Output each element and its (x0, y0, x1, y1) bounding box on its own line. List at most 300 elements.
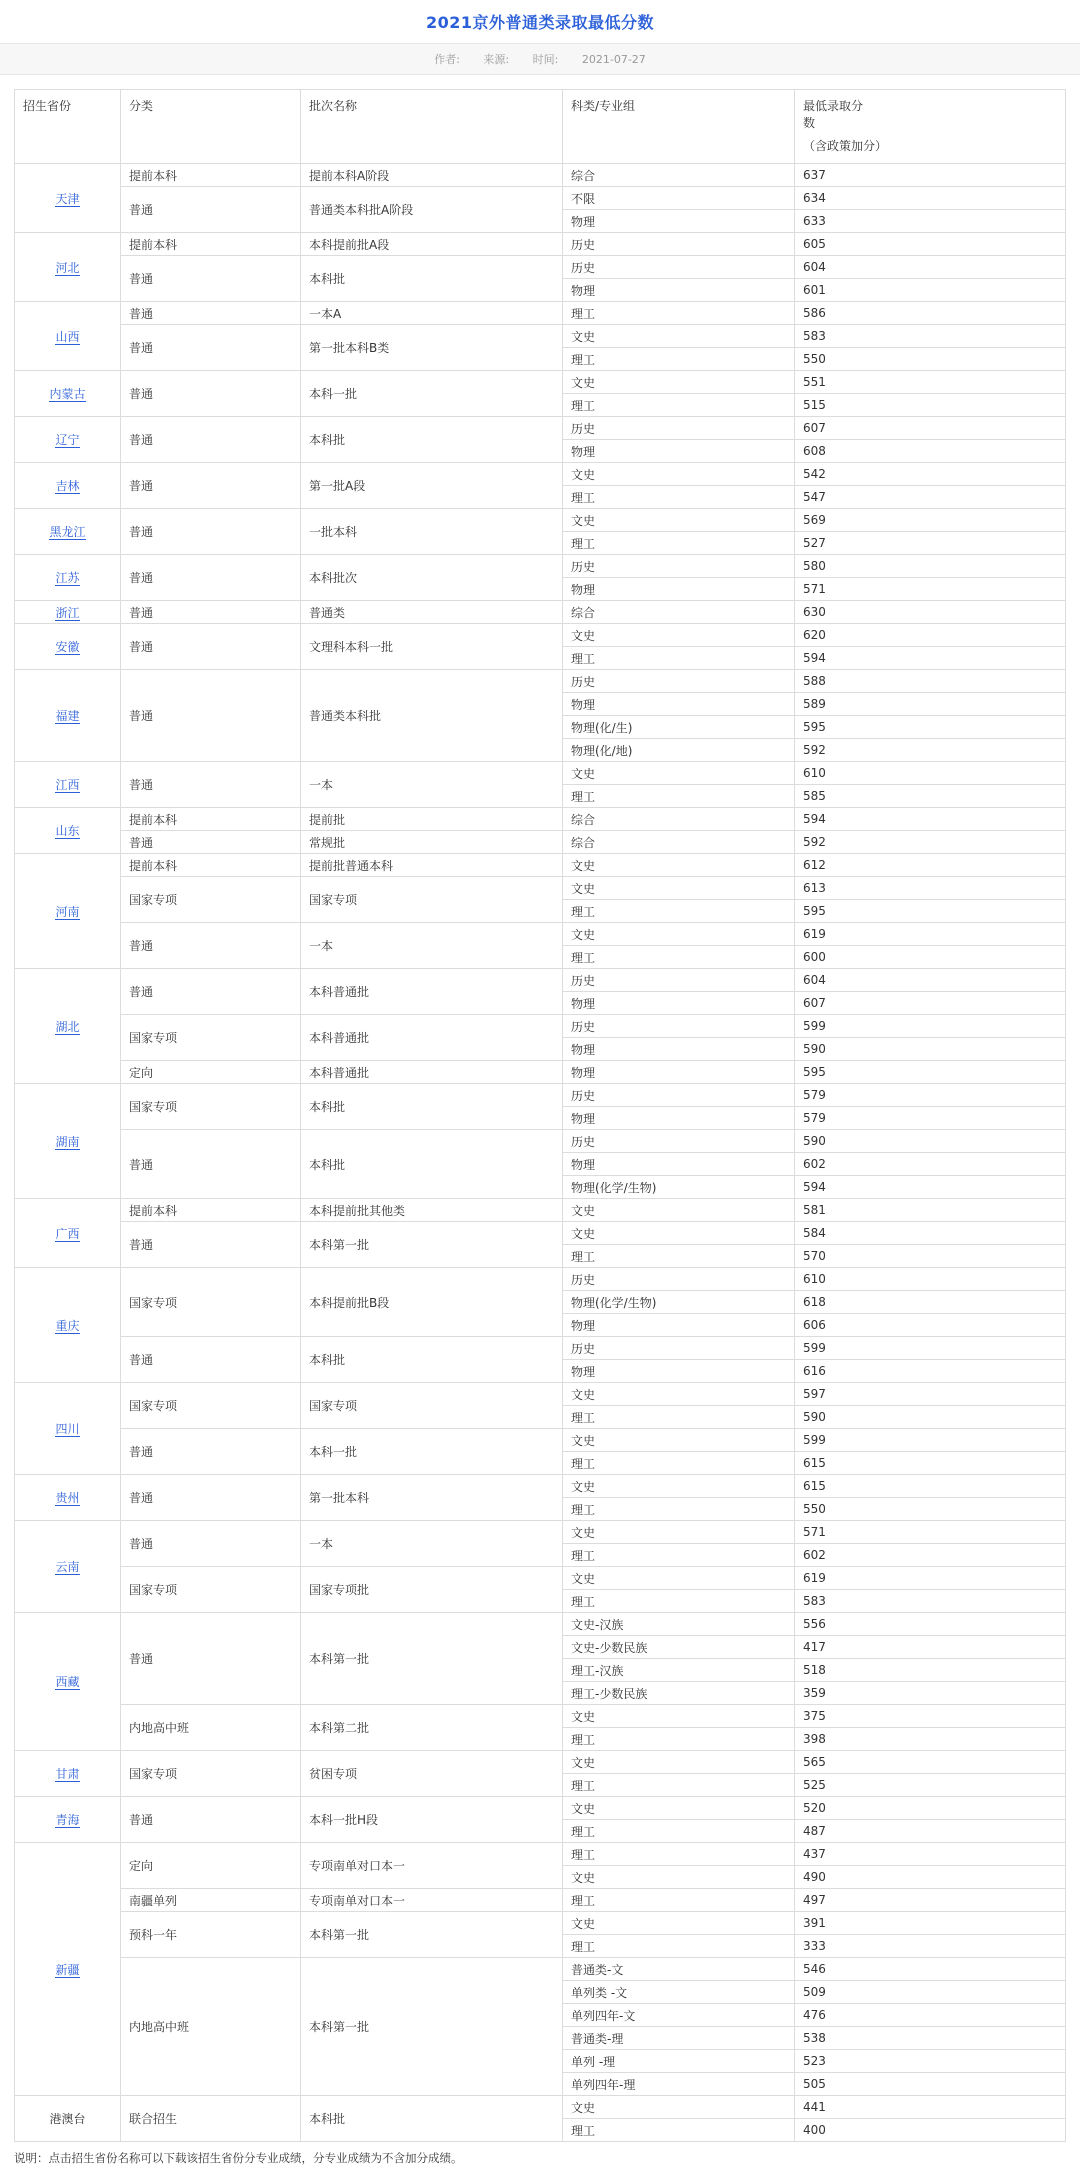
category-cell: 国家专项 (121, 1751, 301, 1797)
province-cell[interactable] (15, 555, 121, 601)
category-cell: 国家专项 (121, 1015, 301, 1061)
batch-cell: 本科普通批 (301, 969, 563, 1015)
source-label: 来源: (483, 53, 510, 66)
score-cell: 595 (795, 716, 1066, 739)
score-cell: 579 (795, 1107, 1066, 1130)
table-row (15, 1429, 1066, 1452)
table-row (15, 371, 1066, 394)
table-row (15, 1751, 1066, 1774)
batch-cell: 第一批本科 (301, 1475, 563, 1521)
batch-cell: 一本 (301, 923, 563, 969)
subject-cell: 物理 (563, 992, 795, 1015)
table-row (15, 1843, 1066, 1866)
header-province: 招生省份 (15, 90, 121, 164)
province-download-link[interactable]: 广西 (55, 1226, 80, 1241)
subject-cell: 理工 (563, 900, 795, 923)
category-cell: 普通 (121, 670, 301, 762)
score-table-wrap (0, 75, 1080, 2142)
province-download-link[interactable]: 江苏 (55, 571, 80, 585)
subject-cell: 理工 (563, 1544, 795, 1567)
province-cell[interactable] (15, 371, 121, 417)
province-download-link[interactable]: 贵州 (55, 1491, 80, 1505)
province-download-link[interactable]: 新疆 (55, 1962, 80, 1977)
time-value: 2021-07-27 (581, 53, 646, 66)
batch-cell: 一本 (301, 1521, 563, 1567)
table-head (15, 90, 1066, 164)
subject-cell: 文史 (563, 1797, 795, 1820)
score-cell: 619 (795, 923, 1066, 946)
score-cell: 599 (795, 1015, 1066, 1038)
subject-cell: 历史 (563, 256, 795, 279)
province-cell[interactable] (15, 808, 121, 854)
province-cell[interactable] (15, 1383, 121, 1475)
score-cell: 616 (795, 1360, 1066, 1383)
batch-cell: 本科批 (301, 417, 563, 463)
batch-cell: 一本A (301, 302, 563, 325)
subject-cell: 理工 (563, 486, 795, 509)
province-cell[interactable] (15, 624, 121, 670)
subject-cell: 单列四年-理 (563, 2073, 795, 2096)
score-cell: 589 (795, 693, 1066, 716)
table-row (15, 1705, 1066, 1728)
header-min-score-line2: 数 (803, 116, 816, 130)
batch-cell: 本科第一批 (301, 1912, 563, 1958)
province-download-link[interactable]: 湖南 (55, 1134, 80, 1149)
score-cell: 333 (795, 1935, 1066, 1958)
province-cell[interactable] (15, 1751, 121, 1797)
province-cell[interactable] (15, 302, 121, 371)
subject-cell: 理工 (563, 1843, 795, 1866)
subject-cell: 理工 (563, 348, 795, 371)
score-cell: 592 (795, 739, 1066, 762)
province-cell[interactable] (15, 1475, 121, 1521)
subject-cell: 文史 (563, 2096, 795, 2119)
score-cell: 565 (795, 1751, 1066, 1774)
subject-cell: 文史 (563, 1222, 795, 1245)
category-cell: 普通 (121, 509, 301, 555)
subject-cell: 理工 (563, 532, 795, 555)
table-row (15, 417, 1066, 440)
table-row (15, 1912, 1066, 1935)
score-cell: 586 (795, 302, 1066, 325)
category-cell: 普通 (121, 371, 301, 417)
category-cell: 普通 (121, 256, 301, 302)
category-cell: 提前本科 (121, 164, 301, 187)
score-cell: 525 (795, 1774, 1066, 1797)
category-cell: 普通 (121, 762, 301, 808)
province-download-link[interactable]: 山西 (55, 329, 80, 344)
batch-cell: 本科批 (301, 256, 563, 302)
score-cell: 523 (795, 2050, 1066, 2073)
province-cell[interactable] (15, 417, 121, 463)
score-cell: 585 (795, 785, 1066, 808)
score-cell: 601 (795, 279, 1066, 302)
score-cell: 583 (795, 1590, 1066, 1613)
score-cell: 588 (795, 670, 1066, 693)
score-cell: 599 (795, 1337, 1066, 1360)
category-cell: 普通 (121, 1797, 301, 1843)
table-row (15, 325, 1066, 348)
table-row (15, 256, 1066, 279)
province-cell[interactable] (15, 1797, 121, 1843)
province-download-link[interactable]: 天津 (55, 191, 80, 206)
table-row (15, 1268, 1066, 1291)
subject-cell: 文史 (563, 1705, 795, 1728)
score-cell: 595 (795, 1061, 1066, 1084)
subject-cell: 物理 (563, 1360, 795, 1383)
subject-cell: 理工 (563, 1406, 795, 1429)
province-cell[interactable] (15, 762, 121, 808)
category-cell: 普通 (121, 302, 301, 325)
batch-cell: 本科批 (301, 1337, 563, 1383)
subject-cell: 理工 (563, 785, 795, 808)
batch-cell: 常规批 (301, 831, 563, 854)
score-cell: 619 (795, 1567, 1066, 1590)
category-cell: 普通 (121, 831, 301, 854)
subject-cell: 理工-少数民族 (563, 1682, 795, 1705)
category-cell: 南疆单列 (121, 1889, 301, 1912)
score-cell: 597 (795, 1383, 1066, 1406)
score-cell: 520 (795, 1797, 1066, 1820)
time-label: 时间: (532, 53, 559, 66)
score-cell: 579 (795, 1084, 1066, 1107)
batch-cell: 提前本科A阶段 (301, 164, 563, 187)
table-row (15, 2096, 1066, 2119)
score-cell: 441 (795, 2096, 1066, 2119)
subject-cell: 文史 (563, 1866, 795, 1889)
category-cell: 国家专项 (121, 1268, 301, 1337)
subject-cell: 文史 (563, 325, 795, 348)
subject-cell: 理工 (563, 1245, 795, 1268)
province-download-link[interactable]: 福建 (55, 709, 80, 723)
province-cell[interactable] (15, 1084, 121, 1199)
subject-cell: 理工 (563, 1452, 795, 1475)
province-download-link[interactable]: 浙江 (55, 605, 80, 620)
subject-cell: 文史-少数民族 (563, 1636, 795, 1659)
score-cell: 400 (795, 2119, 1066, 2142)
score-cell: 595 (795, 900, 1066, 923)
score-cell: 620 (795, 624, 1066, 647)
subject-cell: 文史 (563, 463, 795, 486)
batch-cell: 本科批次 (301, 555, 563, 601)
header-min-score (795, 90, 1066, 164)
batch-cell: 本科第二批 (301, 1705, 563, 1751)
score-cell: 594 (795, 1176, 1066, 1199)
province-download-link[interactable]: 云南 (55, 1560, 80, 1574)
page-title: 2021京外普通类录取最低分数 (425, 13, 655, 32)
province-cell[interactable] (15, 1843, 121, 2096)
score-cell: 490 (795, 1866, 1066, 1889)
header-category: 分类 (121, 90, 301, 164)
subject-cell: 理工-汉族 (563, 1659, 795, 1682)
table-row (15, 854, 1066, 877)
subject-cell: 单列 -理 (563, 2050, 795, 2073)
table-row (15, 831, 1066, 854)
category-cell: 提前本科 (121, 808, 301, 831)
subject-cell: 理工 (563, 946, 795, 969)
score-cell: 607 (795, 992, 1066, 1015)
batch-cell: 国家专项 (301, 877, 563, 923)
province-download-link[interactable]: 黑龙江 (49, 525, 86, 539)
subject-cell: 历史 (563, 233, 795, 256)
batch-cell: 第一批本科B类 (301, 325, 563, 371)
category-cell: 普通 (121, 1475, 301, 1521)
score-cell: 550 (795, 348, 1066, 371)
province-cell[interactable] (15, 854, 121, 969)
category-cell: 普通 (121, 1613, 301, 1705)
score-cell: 618 (795, 1291, 1066, 1314)
subject-cell: 综合 (563, 831, 795, 854)
subject-cell: 物理 (563, 578, 795, 601)
province-download-link[interactable]: 四川 (55, 1422, 80, 1436)
score-cell: 518 (795, 1659, 1066, 1682)
score-cell: 584 (795, 1222, 1066, 1245)
subject-cell: 物理(化学/生物) (563, 1176, 795, 1199)
category-cell: 普通 (121, 1521, 301, 1567)
header-subject: 科类/专业组 (563, 90, 795, 164)
score-cell: 605 (795, 233, 1066, 256)
province-download-link[interactable]: 江西 (55, 778, 80, 792)
table-row (15, 1475, 1066, 1498)
table-row (15, 670, 1066, 693)
subject-cell: 文史 (563, 1475, 795, 1498)
province-download-link[interactable]: 内蒙古 (49, 387, 86, 401)
subject-cell: 综合 (563, 601, 795, 624)
province-download-link[interactable]: 吉林 (55, 479, 80, 493)
subject-cell: 理工 (563, 1774, 795, 1797)
category-cell: 普通 (121, 1130, 301, 1199)
subject-cell: 综合 (563, 808, 795, 831)
subject-cell: 历史 (563, 670, 795, 693)
table-body (15, 164, 1066, 2142)
subject-cell: 单列四年-文 (563, 2004, 795, 2027)
province-cell[interactable] (15, 1268, 121, 1383)
score-cell: 615 (795, 1475, 1066, 1498)
subject-cell: 历史 (563, 555, 795, 578)
subject-cell: 历史 (563, 1268, 795, 1291)
table-row (15, 1797, 1066, 1820)
province-download-link[interactable]: 青海 (55, 1813, 80, 1827)
category-cell: 国家专项 (121, 1383, 301, 1429)
category-cell: 普通 (121, 601, 301, 624)
table-row (15, 187, 1066, 210)
score-cell: 570 (795, 1245, 1066, 1268)
subject-cell: 物理 (563, 440, 795, 463)
batch-cell: 本科普通批 (301, 1015, 563, 1061)
province-download-link[interactable]: 重庆 (55, 1318, 80, 1333)
category-cell: 国家专项 (121, 1567, 301, 1613)
batch-cell: 提前批普通本科 (301, 854, 563, 877)
score-cell: 417 (795, 1636, 1066, 1659)
batch-cell: 国家专项批 (301, 1567, 563, 1613)
subject-cell: 历史 (563, 1130, 795, 1153)
table-row (15, 1222, 1066, 1245)
subject-cell: 理工 (563, 302, 795, 325)
category-cell: 普通 (121, 325, 301, 371)
subject-cell: 文史 (563, 1383, 795, 1406)
category-cell: 普通 (121, 1337, 301, 1383)
score-cell: 505 (795, 2073, 1066, 2096)
subject-cell: 文史 (563, 877, 795, 900)
table-row (15, 877, 1066, 900)
footer-note: 说明：点击招生省份名称可以下载该招生省份分专业成绩，分专业成绩为不含加分成绩。 (14, 2151, 463, 2165)
score-cell: 583 (795, 325, 1066, 348)
subject-cell: 理工 (563, 1498, 795, 1521)
score-cell: 391 (795, 1912, 1066, 1935)
table-row (15, 808, 1066, 831)
score-cell: 476 (795, 2004, 1066, 2027)
score-cell: 607 (795, 417, 1066, 440)
province-cell[interactable] (15, 463, 121, 509)
batch-cell: 本科第一批 (301, 1222, 563, 1268)
score-cell: 590 (795, 1406, 1066, 1429)
province-download-link[interactable]: 辽宁 (55, 433, 80, 447)
province-download-link[interactable]: 河北 (55, 260, 80, 275)
table-row (15, 1130, 1066, 1153)
header-min-score-line1: 最低录取分 (803, 99, 864, 113)
subject-cell: 物理(化/地) (563, 739, 795, 762)
subject-cell: 理工 (563, 1889, 795, 1912)
province-cell[interactable] (15, 1199, 121, 1268)
batch-cell: 提前批 (301, 808, 563, 831)
article-meta (0, 43, 1080, 75)
province-download-link[interactable]: 安徽 (55, 640, 80, 654)
score-cell: 604 (795, 256, 1066, 279)
table-row (15, 923, 1066, 946)
score-cell: 556 (795, 1613, 1066, 1636)
table-row (15, 1889, 1066, 1912)
province-download-link[interactable]: 河南 (55, 904, 80, 919)
province-cell[interactable] (15, 164, 121, 233)
table-row (15, 1567, 1066, 1590)
category-cell: 国家专项 (121, 877, 301, 923)
score-cell: 359 (795, 1682, 1066, 1705)
province-cell[interactable] (15, 233, 121, 302)
score-cell: 546 (795, 1958, 1066, 1981)
batch-cell: 本科一批 (301, 371, 563, 417)
subject-cell: 文史 (563, 762, 795, 785)
score-cell: 615 (795, 1452, 1066, 1475)
score-cell: 590 (795, 1038, 1066, 1061)
batch-cell: 本科批 (301, 2096, 563, 2142)
subject-cell: 物理 (563, 1314, 795, 1337)
score-cell: 602 (795, 1544, 1066, 1567)
score-cell: 571 (795, 578, 1066, 601)
score-cell: 599 (795, 1429, 1066, 1452)
score-cell: 437 (795, 1843, 1066, 1866)
category-cell: 普通 (121, 969, 301, 1015)
table-row (15, 1084, 1066, 1107)
province-cell[interactable] (15, 670, 121, 762)
table-row (15, 601, 1066, 624)
table-row (15, 1958, 1066, 1981)
batch-cell: 国家专项 (301, 1383, 563, 1429)
province-download-link[interactable]: 甘肃 (55, 1767, 80, 1781)
score-cell: 634 (795, 187, 1066, 210)
province-download-link[interactable]: 山东 (55, 824, 80, 838)
subject-cell: 文史 (563, 923, 795, 946)
subject-cell: 文史 (563, 1567, 795, 1590)
score-cell: 497 (795, 1889, 1066, 1912)
table-row (15, 762, 1066, 785)
subject-cell: 历史 (563, 1015, 795, 1038)
score-cell: 592 (795, 831, 1066, 854)
category-cell: 普通 (121, 624, 301, 670)
category-cell: 提前本科 (121, 854, 301, 877)
score-cell: 612 (795, 854, 1066, 877)
province-cell[interactable] (15, 1521, 121, 1613)
category-cell: 普通 (121, 1429, 301, 1475)
province-cell[interactable] (15, 969, 121, 1084)
province-cell[interactable] (15, 601, 121, 624)
score-cell: 509 (795, 1981, 1066, 2004)
score-cell: 610 (795, 762, 1066, 785)
subject-cell: 理工 (563, 1728, 795, 1751)
batch-cell: 本科第一批 (301, 1613, 563, 1705)
subject-cell: 理工 (563, 1820, 795, 1843)
subject-cell: 文史 (563, 1429, 795, 1452)
table-row (15, 1383, 1066, 1406)
header-batch: 批次名称 (301, 90, 563, 164)
category-cell: 内地高中班 (121, 1705, 301, 1751)
category-cell: 提前本科 (121, 1199, 301, 1222)
batch-cell: 普通类 (301, 601, 563, 624)
category-cell: 国家专项 (121, 1084, 301, 1130)
category-cell: 普通 (121, 923, 301, 969)
table-row (15, 233, 1066, 256)
table-row (15, 1521, 1066, 1544)
subject-cell: 物理 (563, 1153, 795, 1176)
subject-cell: 物理 (563, 210, 795, 233)
subject-cell: 普通类-理 (563, 2027, 795, 2050)
category-cell: 内地高中班 (121, 1958, 301, 2096)
batch-cell: 本科一批H段 (301, 1797, 563, 1843)
batch-cell: 本科一批 (301, 1429, 563, 1475)
subject-cell: 物理 (563, 693, 795, 716)
province-cell[interactable] (15, 509, 121, 555)
batch-cell: 本科提前批B段 (301, 1268, 563, 1337)
score-cell: 550 (795, 1498, 1066, 1521)
batch-cell: 专项南单对口本一 (301, 1843, 563, 1889)
score-cell: 375 (795, 1705, 1066, 1728)
score-table (14, 89, 1066, 2142)
table-row (15, 164, 1066, 187)
province-download-link[interactable]: 湖北 (55, 1019, 80, 1034)
province-cell[interactable] (15, 1613, 121, 1751)
score-cell: 580 (795, 555, 1066, 578)
subject-cell: 历史 (563, 417, 795, 440)
batch-cell: 本科第一批 (301, 1958, 563, 2096)
batch-cell: 贫困专项 (301, 1751, 563, 1797)
score-cell: 569 (795, 509, 1066, 532)
batch-cell: 本科提前批A段 (301, 233, 563, 256)
subject-cell: 文史 (563, 1751, 795, 1774)
category-cell: 定向 (121, 1843, 301, 1889)
province-download-link[interactable]: 西藏 (55, 1675, 80, 1689)
subject-cell: 文史 (563, 509, 795, 532)
score-cell: 571 (795, 1521, 1066, 1544)
score-cell: 633 (795, 210, 1066, 233)
subject-cell: 文史 (563, 1521, 795, 1544)
score-cell: 551 (795, 371, 1066, 394)
table-row (15, 1015, 1066, 1038)
table-row (15, 969, 1066, 992)
subject-cell: 不限 (563, 187, 795, 210)
category-cell: 普通 (121, 463, 301, 509)
category-cell: 普通 (121, 555, 301, 601)
score-cell: 538 (795, 2027, 1066, 2050)
category-cell: 预科一年 (121, 1912, 301, 1958)
